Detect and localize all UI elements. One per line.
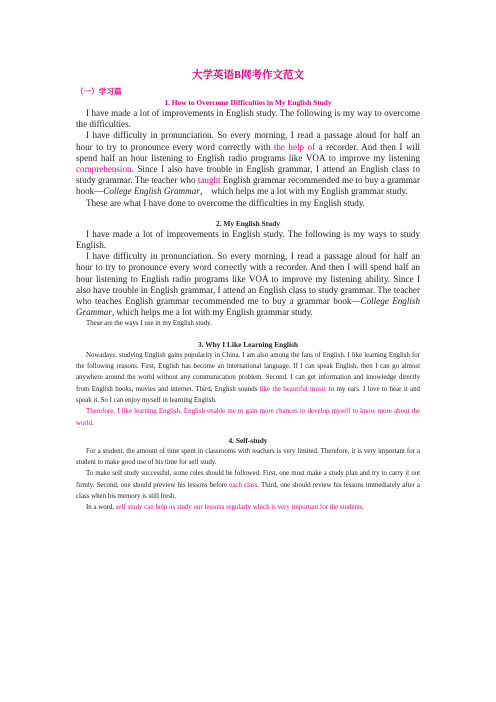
essay-3-title: 3. Why I Like Learning English	[197, 339, 299, 349]
essay-2-paragraph-2	[76, 251, 420, 318]
essay-3-paragraph-2: Therefore, I like learning English. English enable me to gain more chances to develop myself to know more about the world.	[76, 408, 420, 427]
essay-2-paragraph-3: These are the ways I use in my English study.	[86, 320, 212, 328]
highlight-text: the help of	[273, 141, 316, 152]
text-run: to my ears. I love to hear it and speak it. So I can enjoy myself in learning English.	[76, 385, 421, 404]
essay-4-paragraph-3	[76, 502, 420, 513]
essay-4-paragraph-1: For a student, the amount of time spent in classrooms with teachers is very limited. Therefore, it is very important for a student to make good use of his time for self study.	[76, 447, 420, 467]
essay-4-paragraph-2	[76, 468, 420, 502]
essay-1-title: 1. How to Overcome Difficulties in My English Study	[164, 98, 332, 107]
text-run: a recorder. And then I will spend half an hour listening to English radio programs like VOA to improve my listening	[76, 141, 421, 163]
section-label: （一）学习篇	[76, 87, 122, 96]
essay-2-title: 2. My English Study	[215, 218, 281, 228]
document-title: 大学英语B网考作文范文	[191, 70, 304, 81]
text-run: Nowadays, studying English gains popularity in China. I am also among the fans of English. I like learning English for the following reasons. First, English has become an international language. If I can speak English, then I can go almost anywhere around the world without any communication problem. Second, I can get information and knowledge directly from English books, movies and internet. Third, English sounds	[76, 351, 420, 393]
book-title: College English Grammar	[103, 186, 200, 197]
book-title: College English Grammar	[76, 296, 420, 318]
highlight-text: self study can help us study our lessons regularly which is very important for the students.	[115, 504, 365, 512]
essay-1-paragraph-1: I have made a lot of improvements in English study. The following is my way to overcome the difficulties.	[76, 108, 420, 130]
text-run: ， which helps me a lot with my English grammar study.	[199, 186, 408, 197]
essay-1-paragraph-2	[76, 130, 420, 197]
essay-4-title: 4. Self-study	[228, 435, 268, 445]
essay-1-paragraph-3: These are what I have done to overcome the difficulties in my English study.	[86, 197, 366, 208]
highlight-text: like the beautiful music	[259, 385, 327, 393]
text-run: In a word,	[86, 504, 116, 512]
highlight-text: taught	[197, 175, 221, 186]
essay-2-paragraph-1: I have made a lot of improvements in English study. The following is my ways to study English.	[76, 228, 420, 251]
text-run: English grammar recommended me to buy a grammar book—	[76, 175, 420, 197]
text-run: . Third, one should review his lessons immediately after a class when his memory is still fresh.	[76, 481, 420, 501]
text-run: I have difficulty in pronunciation. So every morning, I read a passage aloud for half an hour to try to pronounce every word correctly with a recorder. And then I will spend half an hour listening to English radio programs like VOA to improve my listening ability. Since I also have trouble in English grammar, I attend an English class to study grammar. The teacher who teaches English grammar recommended me to buy a grammar book—	[76, 251, 420, 307]
highlight-text: comprehension	[76, 164, 132, 175]
text-run: To make self study successful, some rules should be followed. First, one must make a study plan and try to carry it out firmly. Second, one should preview his lessons before	[76, 470, 420, 489]
spacer	[76, 330, 420, 339]
spacer	[76, 209, 420, 218]
text-run: . Since I also have trouble in English grammar, I attend an English class to study grammar. The teacher who	[76, 164, 420, 186]
text-run: I have difficulty in pronunciation. So every morning, I read a passage aloud for half an hour to try to pronounce every word correctly with	[76, 130, 420, 152]
essay-3-paragraph-1	[76, 350, 420, 406]
highlight-text: each class	[229, 481, 258, 489]
text-run: , which helps me a lot with my English grammar study.	[111, 307, 313, 318]
